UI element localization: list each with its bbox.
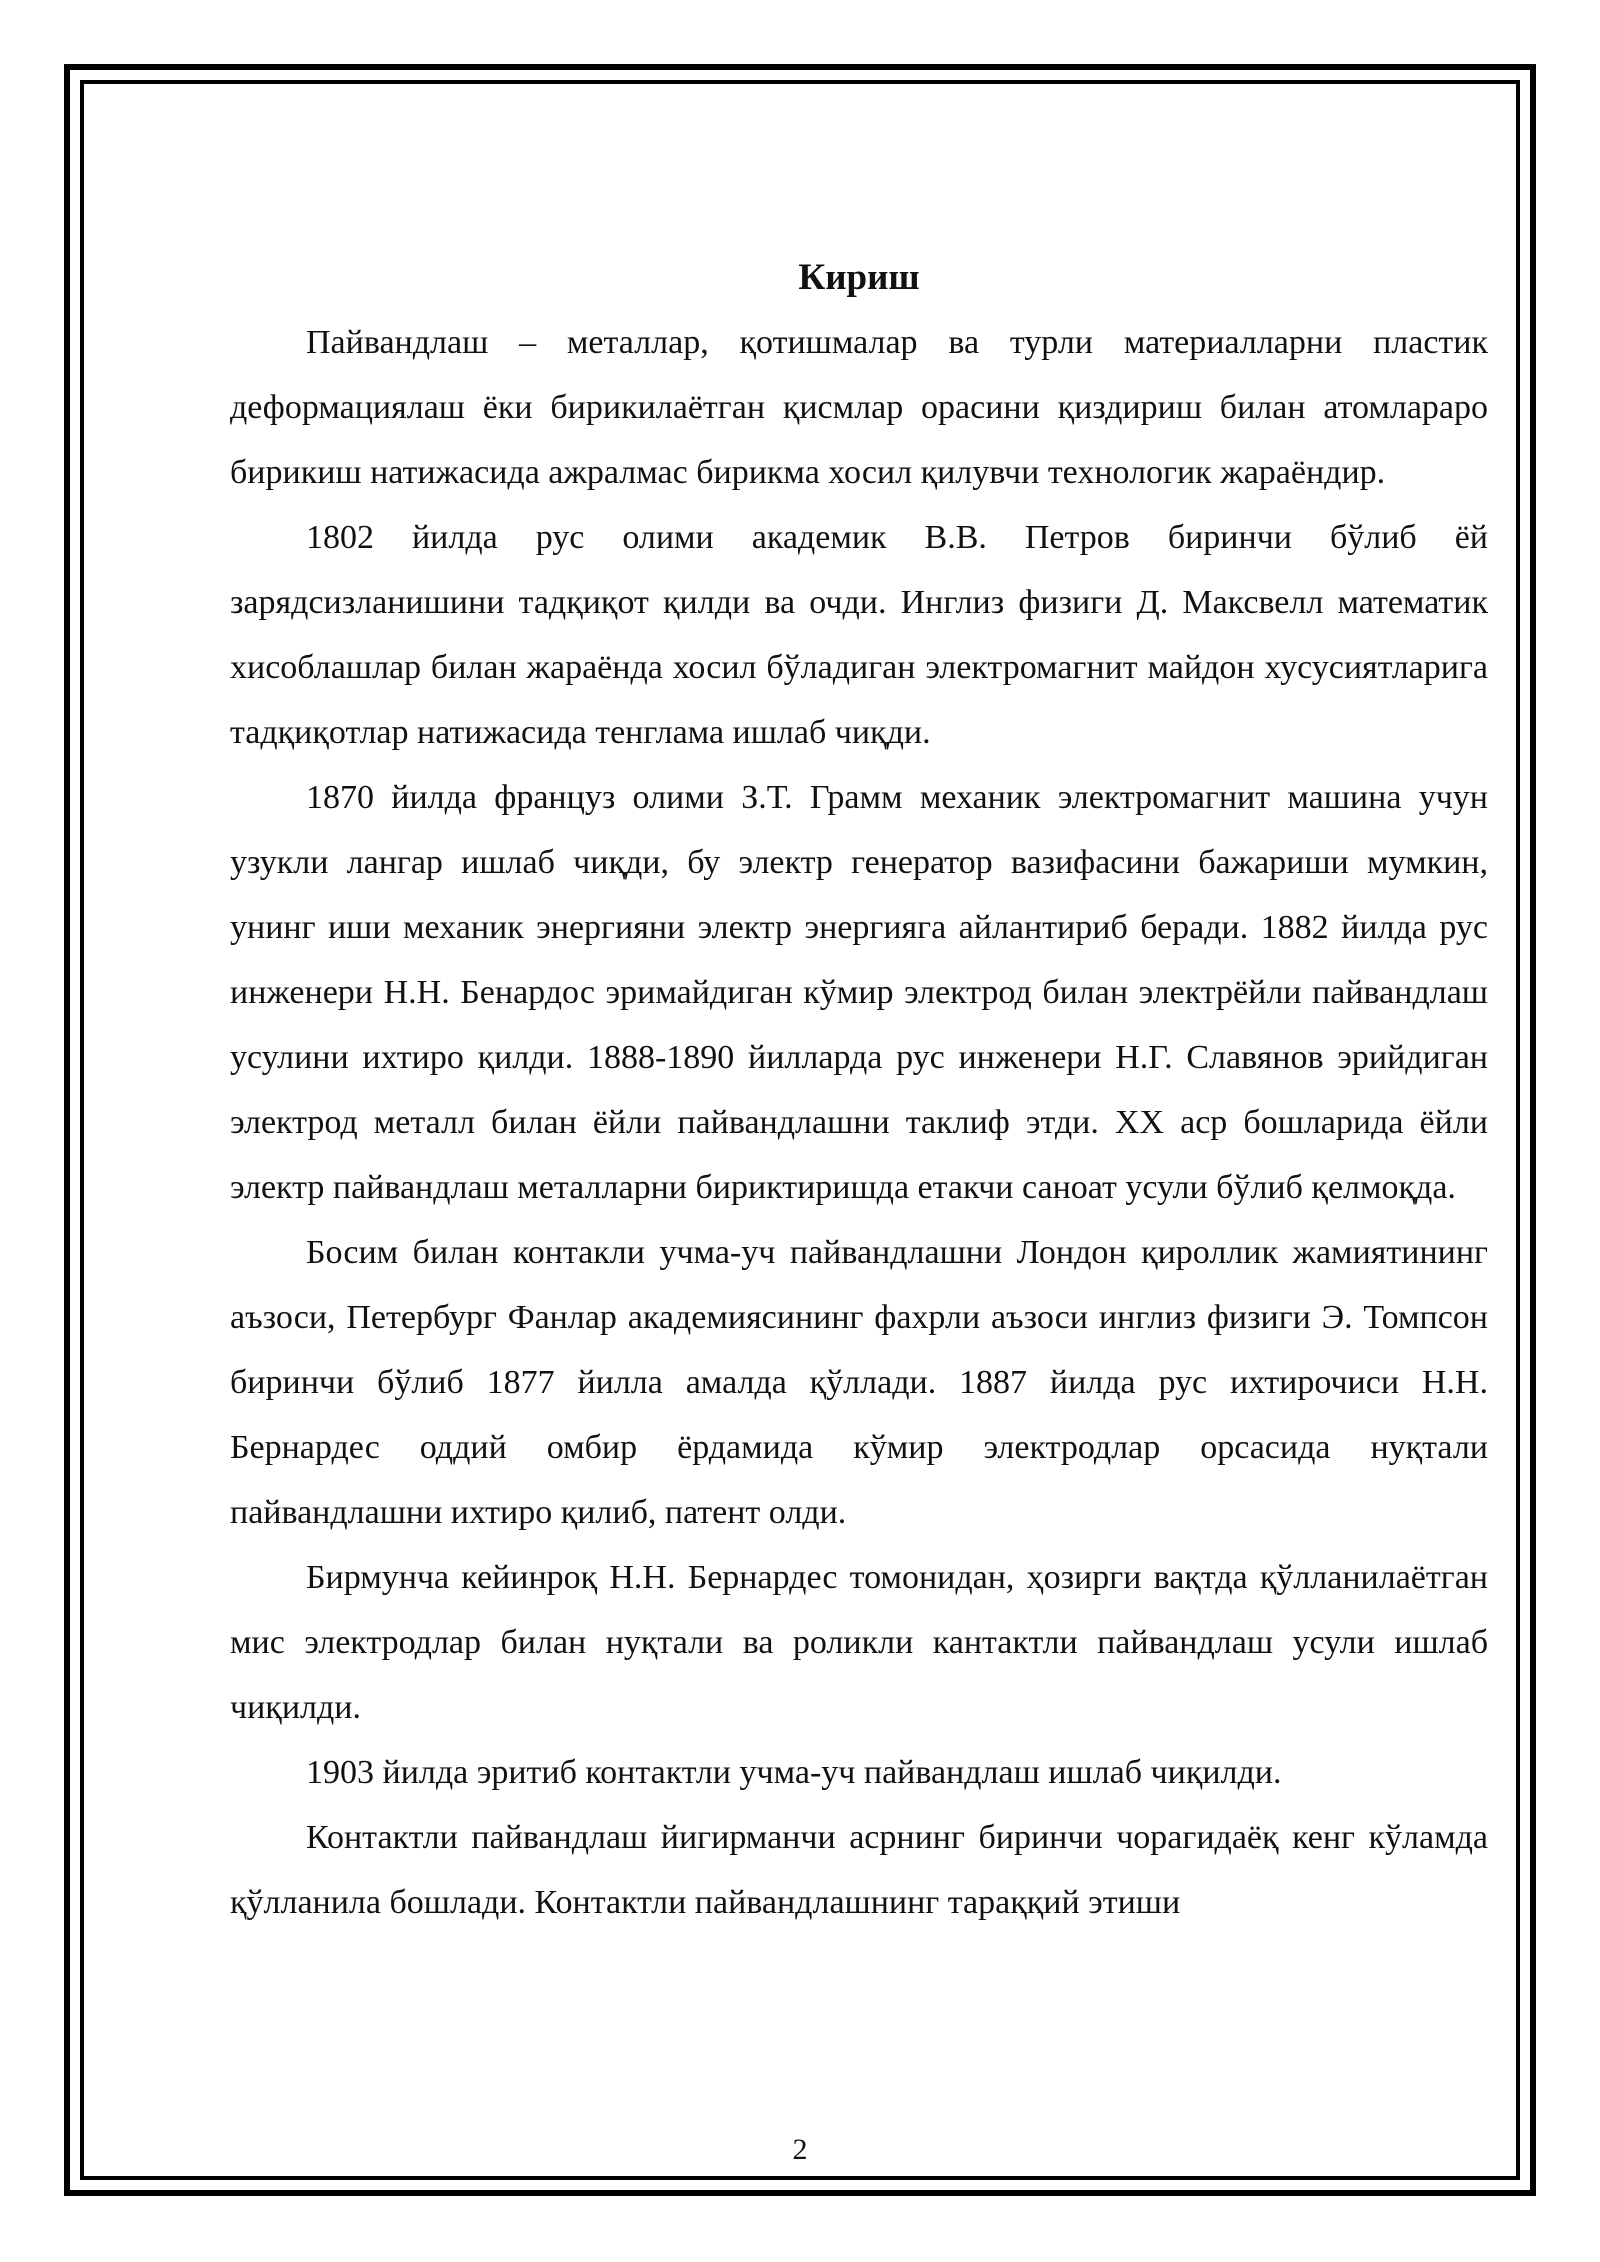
paragraph-5: Бирмунча кейинроқ Н.Н. Бернардес томонидан, ҳозирги вақтда қўлланилаётган мис электродлар билан нуқтали ва роликли кантактли пайвандлаш усули ишлаб чиқилди.	[230, 1559, 1488, 1726]
page-number: 2	[792, 2133, 808, 2166]
paragraph-1: Пайвандлаш – металлар, қотишмалар ва турли материалларни пластик деформациялаш ёки бирикилаётган қисмлар орасини қиздириш билан атомлараро бирикиш натижасида ажралмас бирикма хосил қилувчи технологик жараёндир.	[230, 324, 1488, 491]
paragraph-6: 1903 йилда эритиб контактли учма-уч пайвандлаш ишлаб чиқилди.	[306, 1754, 1282, 1791]
paragraph-7: Контактли пайвандлаш йигирманчи асрнинг биринчи чорагидаёқ кенг кўламда қўлланила бошлади. Контактли пайвандлашнинг тараққий этиши	[230, 1819, 1488, 1921]
paragraph-3: 1870 йилда француз олими З.Т. Грамм механик электромагнит машина учун узукли лангар ишлаб чиқди, бу электр генератор вазифасини бажариши мумкин, унинг иши механик энергияни электр энергияга айлантириб беради. 1882 йилда рус инженери Н.Н. Бенардос эримайдиган кўмир электрод билан электрёйли пайвандлаш усулини ихтиро қилди. 1888-1890 йилларда рус инженери Н.Г. Славянов эрийдиган электрод металл билан ёйли пайвандлашни таклиф этди. XX аср бошларида ёйли электр пайвандлаш металларни бириктиришда етакчи саноат усули бўлиб қелмоқда.	[230, 779, 1488, 1206]
paragraph-4: Босим билан контакли учма-уч пайвандлашни Лондон қироллик жамиятининг аъзоси, Петербург Фанлар академиясининг фахрли аъзоси инглиз физиги Э. Томпсон биринчи бўлиб 1877 йилла амалда қўллади. 1887 йилда рус ихтирочиси Н.Н. Бернардес оддий омбир ёрдамида кўмир электродлар орсасида нуқтали пайвандлашни ихтиро қилиб, патент олди.	[230, 1234, 1488, 1531]
document-body	[230, 248, 1488, 1935]
document-title: Кириш	[798, 257, 920, 298]
paragraph-2: 1802 йилда рус олими академик В.В. Петров биринчи бўлиб ёй зарядсизланишини тадқиқот қилди ва очди. Инглиз физиги Д. Максвелл математик хисоблашлар билан жараёнда хосил бўладиган электромагнит майдон хусусиятларига тадқиқотлар натижасида тенглама ишлаб чиқди.	[230, 519, 1488, 751]
